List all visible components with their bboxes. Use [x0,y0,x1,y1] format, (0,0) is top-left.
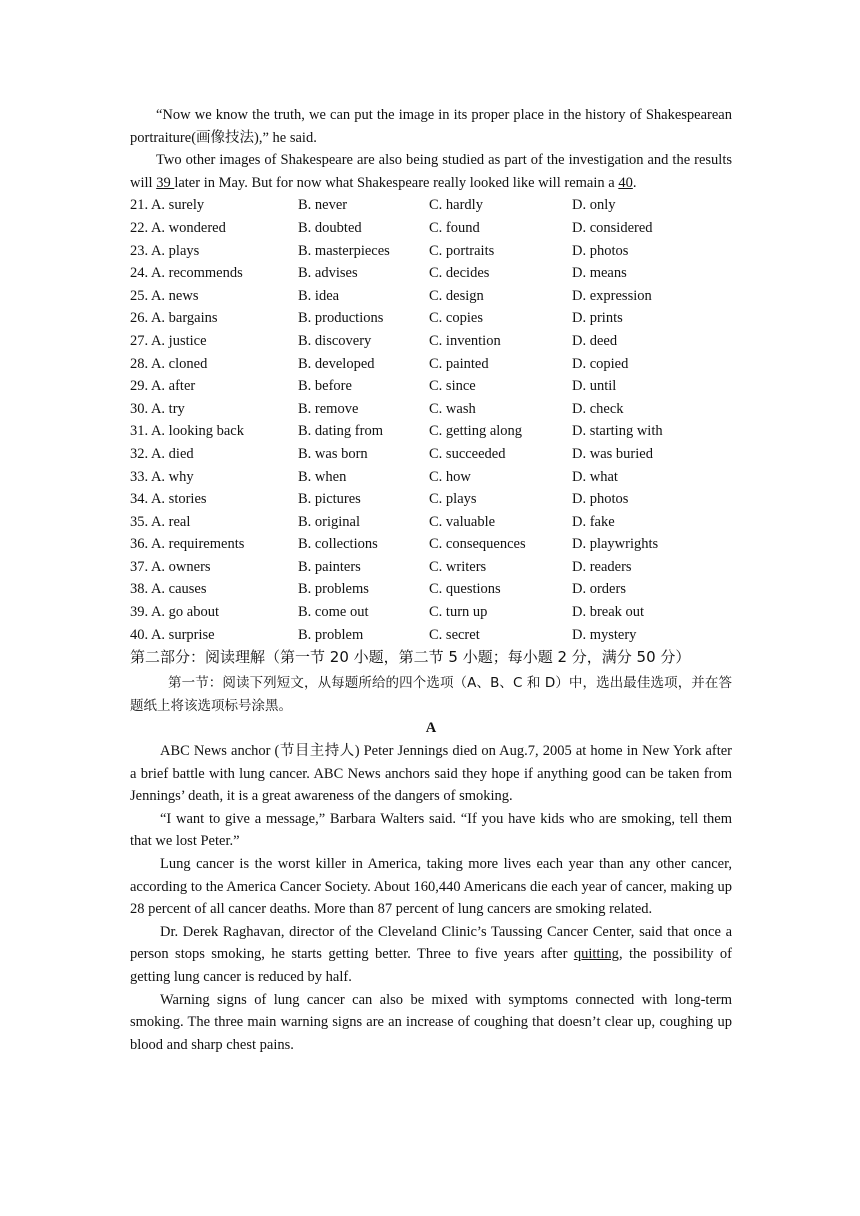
option-b: B. discovery [298,332,372,349]
option-row [130,240,732,263]
results-text-2: later in May. But for now what Shakespeare really looked like will remain a [174,174,619,191]
option-b: B. developed [298,355,375,372]
option-b: B. dating from [298,423,383,440]
option-a: 39. A. go about [130,604,220,621]
option-b: B. come out [298,604,369,621]
option-row [130,443,732,466]
option-c: C. decides [429,265,490,282]
option-c: C. design [429,287,484,304]
blank-39: 39 [156,174,175,191]
option-row [130,488,732,511]
option-c: C. since [429,378,476,395]
option-c: C. consequences [429,536,526,553]
option-b: B. never [298,197,348,214]
option-row [130,217,732,240]
document-page [130,104,732,1056]
option-c: C. invention [429,332,501,349]
part2-heading: 第二部分：阅读理解（第一节 20 小题，第二节 5 小题；每小题 2 分，满分 50 分） [130,648,691,667]
option-b: B. doubted [298,219,362,236]
option-a: 21. A. surely [130,197,205,214]
quote-paragraph: “Now we know the truth, we can put the image in its proper place in the history of Shakespearean portraiture(画像技法),” he said. [130,107,732,146]
option-a: 23. A. plays [130,242,200,259]
section1-instructions: 第一节：阅读下列短文，从每题所给的四个选项（A、B、C 和 D）中，选出最佳选项，并在答题纸上将该选项标号涂黑。 [130,675,732,714]
option-b: B. advises [298,265,358,282]
underlined-word-quitting: quitting [573,946,619,963]
option-d: D. copied [572,355,629,372]
option-a: 28. A. cloned [130,355,208,372]
option-a: 24. A. recommends [130,265,243,282]
option-row [130,511,732,534]
option-b: B. before [298,378,352,395]
option-c: C. plays [429,491,477,508]
option-a: 38. A. causes [130,581,207,598]
option-d: D. playwrights [572,536,659,553]
passage-paragraph-1: ABC News anchor (节目主持人) Peter Jennings died on Aug.7, 2005 at home in New York after a brief battle with lung cancer. ABC News anchors said they hope if anything good can be taken from Jennings’ death, it is a great awareness of the dangers of smoking. [130,743,732,805]
passage-paragraph-4 [130,921,732,989]
option-d: D. means [572,265,627,282]
option-row [130,466,732,489]
option-d: D. break out [572,604,645,621]
results-text-3: . [632,174,637,191]
option-row [130,375,732,398]
option-a: 40. A. surprise [130,626,215,643]
option-d: D. was buried [572,445,653,462]
option-c: C. succeeded [429,445,506,462]
option-row [130,262,732,285]
passage-paragraph-2: “I want to give a message,” Barbara Walters said. “If you have kids who are smoking, tell them that we lost Peter.” [130,810,732,850]
blank-40: 40 [618,174,633,191]
option-a: 35. A. real [130,513,191,530]
option-c: C. copies [429,310,483,327]
passage-paragraph-5: Warning signs of lung cancer can also be mixed with symptoms connected with long-term smoking. The three main warning signs are an increase of coughing that doesn’t clear up, coughing up blood and sharp chest pains. [130,991,732,1053]
option-b: B. collections [298,536,378,553]
option-c: C. writers [429,558,487,575]
option-b: B. painters [298,558,361,575]
option-a: 26. A. bargains [130,310,218,327]
option-d: D. mystery [572,626,637,643]
option-c: C. how [429,468,471,485]
p4-text-1: Dr. Derek Raghavan, director of the Cleveland Clinic’s Taussing Cancer Center, said that once a person stops smoking, he starts getting better. Three to five years after [130,923,732,963]
option-a: 34. A. stories [130,491,207,508]
option-d: D. photos [572,242,629,259]
option-row [130,420,732,443]
option-d: D. considered [572,219,653,236]
option-b: B. remove [298,400,359,417]
passage-title: A [425,720,437,737]
option-b: B. problem [298,626,364,643]
option-c: C. secret [429,626,480,643]
option-c: C. hardly [429,197,483,214]
option-row [130,194,732,217]
option-b: B. was born [298,445,368,462]
option-a: 22. A. wondered [130,219,226,236]
option-c: C. painted [429,355,489,372]
option-d: D. check [572,400,624,417]
option-c: C. questions [429,581,501,598]
option-d: D. orders [572,581,626,598]
option-row [130,624,732,647]
option-d: D. what [572,468,618,485]
option-row [130,330,732,353]
results-paragraph [130,149,732,194]
option-row [130,533,732,556]
option-d: D. fake [572,513,615,530]
option-b: B. original [298,513,361,530]
option-a: 33. A. why [130,468,194,485]
option-c: C. found [429,219,480,236]
p4-text-2: , the possibility of getting lung cancer is reduced by half. [130,946,732,985]
passage-paragraph-3: Lung cancer is the worst killer in America, taking more lives each year than any other cancer, according to the America Cancer Society. About 160,440 Americans die each year of cancer, making up 28 percent of all cancer deaths. More than 87 percent of lung cancers are smoking related. [130,856,732,918]
option-a: 31. A. looking back [130,423,244,440]
option-c: C. valuable [429,513,496,530]
option-a: 25. A. news [130,287,199,304]
option-d: D. deed [572,332,618,349]
option-row [130,601,732,624]
option-d: D. readers [572,558,632,575]
option-row [130,353,732,376]
option-a: 27. A. justice [130,332,207,349]
option-b: B. idea [298,287,340,304]
option-c: C. turn up [429,604,488,621]
option-d: D. prints [572,310,623,327]
option-d: D. expression [572,287,652,304]
option-b: B. productions [298,310,384,327]
options-table [130,194,732,646]
option-a: 30. A. try [130,400,185,417]
results-text-1: Two other images of Shakespeare are also being studied as part of the investigation and the results will [130,152,732,191]
option-b: B. problems [298,581,369,598]
option-d: D. until [572,378,617,395]
option-row [130,398,732,421]
option-row [130,556,732,579]
option-d: D. only [572,197,616,214]
option-b: B. masterpieces [298,242,390,259]
option-b: B. when [298,468,347,485]
option-a: 36. A. requirements [130,536,245,553]
option-c: C. wash [429,400,476,417]
option-a: 29. A. after [130,378,196,395]
option-row [130,285,732,308]
option-a: 37. A. owners [130,558,211,575]
option-a: 32. A. died [130,445,194,462]
option-c: C. portraits [429,242,495,259]
option-row [130,307,732,330]
option-b: B. pictures [298,491,361,508]
option-c: C. getting along [429,423,523,440]
option-d: D. photos [572,491,629,508]
option-d: D. starting with [572,423,663,440]
option-row [130,578,732,601]
